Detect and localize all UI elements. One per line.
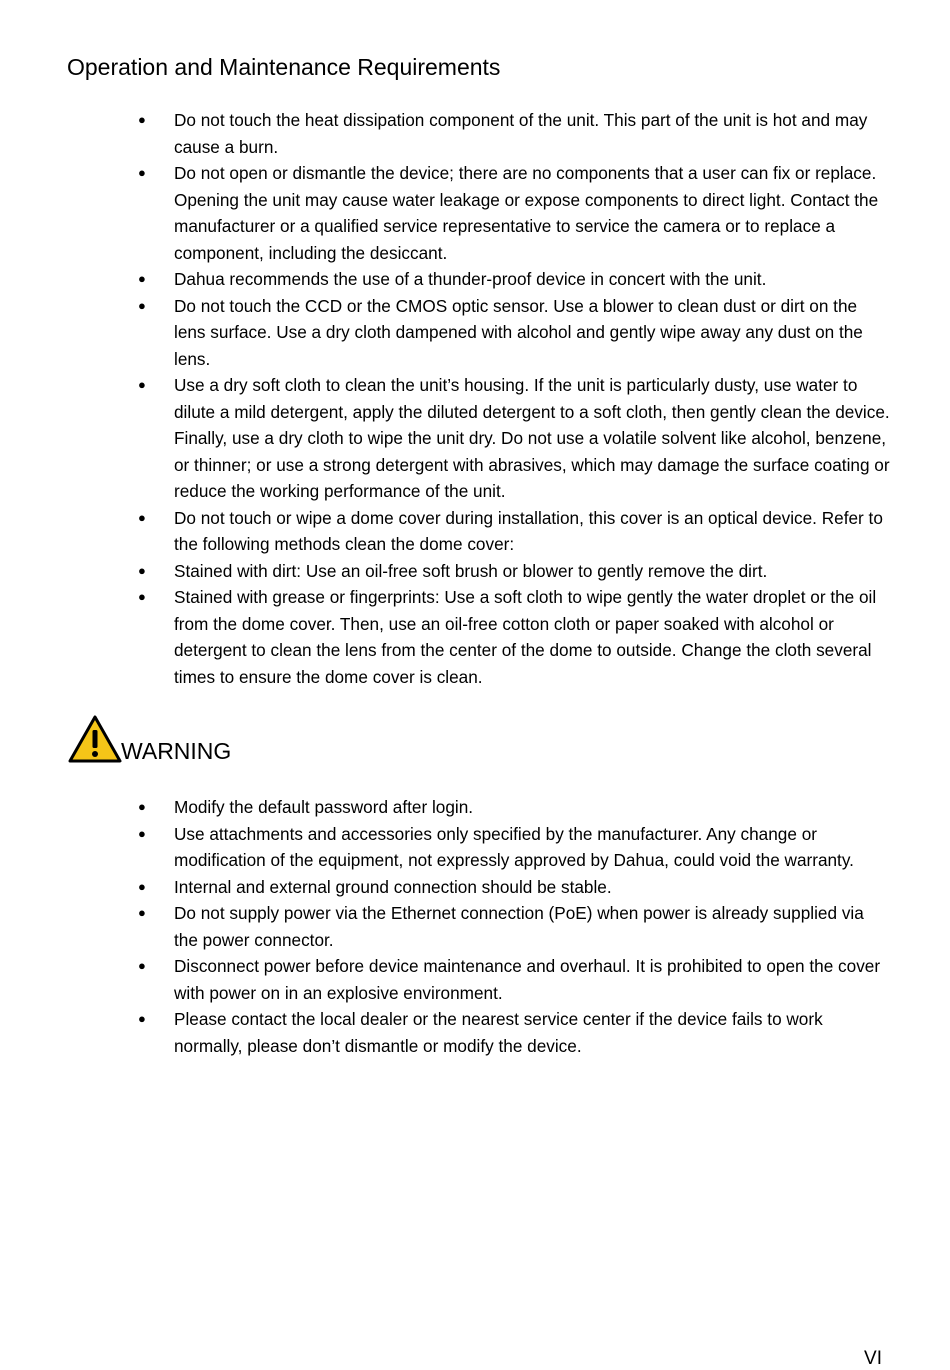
list-item xyxy=(0,874,950,901)
section-title: Operation and Maintenance Requirements xyxy=(67,54,501,80)
operation-requirements-list xyxy=(0,107,950,690)
bullet-icon: ● xyxy=(138,799,146,814)
list-item-text: Modify the default password after login. xyxy=(174,797,474,817)
bullet-icon: ● xyxy=(138,509,146,525)
list-item xyxy=(0,558,950,585)
bullet-icon: ● xyxy=(138,958,146,973)
list-item-text: Do not touch the CCD or the CMOS optic sensor. Use a blower to clean dust or dirt on the lens surface. Use a dry cloth dampened with alcohol and gently wipe away any dust on the lens. xyxy=(174,295,863,369)
bullet-icon: ● xyxy=(138,165,146,180)
list-item-text: Use a dry soft cloth to clean the unit’s housing. If the unit is particularly dusty, use water to dilute a mild detergent, apply the diluted detergent to a soft cloth, then gently clean the device. Finally, use a dry cloth to wipe the unit dry. Do not use a volatile solvent like alcohol, benzene, or thinner; or use a strong detergent with abrasives, which may damage the surface coating or reduce the working performance of the unit. xyxy=(174,375,890,501)
list-item xyxy=(0,107,950,160)
list-item-text: Internal and external ground connection should be stable. xyxy=(174,876,612,897)
bullet-icon: ● xyxy=(138,825,146,841)
list-item xyxy=(0,821,950,874)
list-item-text: Please contact the local dealer or the nearest service center if the device fails to work normally, please don’t dismantle or modify the device. xyxy=(174,1009,823,1056)
bullet-icon: ● xyxy=(138,562,146,578)
list-item xyxy=(0,505,950,558)
list-item-text: Use attachments and accessories only specified by the manufacturer. Any change or modification of the equipment, not expressly approved by Dahua, could void the warranty. xyxy=(174,823,854,870)
list-item xyxy=(0,794,950,821)
list-item-text: Do not supply power via the Ethernet connection (PoE) when power is already supplied via the power connector. xyxy=(174,903,864,950)
warning-list xyxy=(0,794,950,1059)
page-number: VI xyxy=(864,1348,882,1369)
list-item-text: Do not open or dismantle the device; there are no components that a user can fix or replace. Opening the unit may cause water leakage or expose components to direct light. Contact the manufacturer or a qualified service representative to service the camera or to replace a component, including the desiccant. xyxy=(174,163,879,263)
list-item xyxy=(0,372,950,505)
warning-header xyxy=(67,712,231,764)
list-item xyxy=(0,293,950,373)
bullet-icon: ● xyxy=(138,589,146,604)
list-item xyxy=(0,900,950,953)
list-item-text: Stained with dirt: Use an oil-free soft brush or blower to gently remove the dirt. xyxy=(174,560,768,581)
list-item-text: Stained with grease or fingerprints: Use a soft cloth to wipe gently the water droplet or the oil from the dome cover. Then, use an oil-free cotton cloth or paper soaked with alcohol or detergent to clean the lens from the center of the dome to outside. Change the cloth several times to ensure the dome cover is clean. xyxy=(174,587,877,687)
warning-triangle-icon xyxy=(67,714,123,764)
list-item xyxy=(0,953,950,1006)
bullet-icon: ● xyxy=(138,1011,146,1026)
list-item xyxy=(0,266,950,293)
list-item xyxy=(0,1006,950,1059)
list-item-text: Dahua recommends the use of a thunder-proof device in concert with the unit. xyxy=(174,269,767,289)
list-item-text: Do not touch the heat dissipation component of the unit. This part of the unit is hot and may cause a burn. xyxy=(174,110,868,157)
bullet-icon: ● xyxy=(138,878,146,894)
list-item xyxy=(0,160,950,266)
list-item-text: Disconnect power before device maintenance and overhaul. It is prohibited to open the cover with power on in an explosive environment. xyxy=(174,956,881,1003)
warning-label: WARNING xyxy=(121,738,232,764)
list-item-text: Do not touch or wipe a dome cover during installation, this cover is an optical device. Refer to the following methods clean the dome cover: xyxy=(174,507,883,554)
bullet-icon: ● xyxy=(138,377,146,392)
bullet-icon: ● xyxy=(138,905,146,920)
bullet-icon: ● xyxy=(138,112,146,127)
bullet-icon: ● xyxy=(138,271,146,286)
bullet-icon: ● xyxy=(138,297,146,313)
list-item xyxy=(0,584,950,690)
